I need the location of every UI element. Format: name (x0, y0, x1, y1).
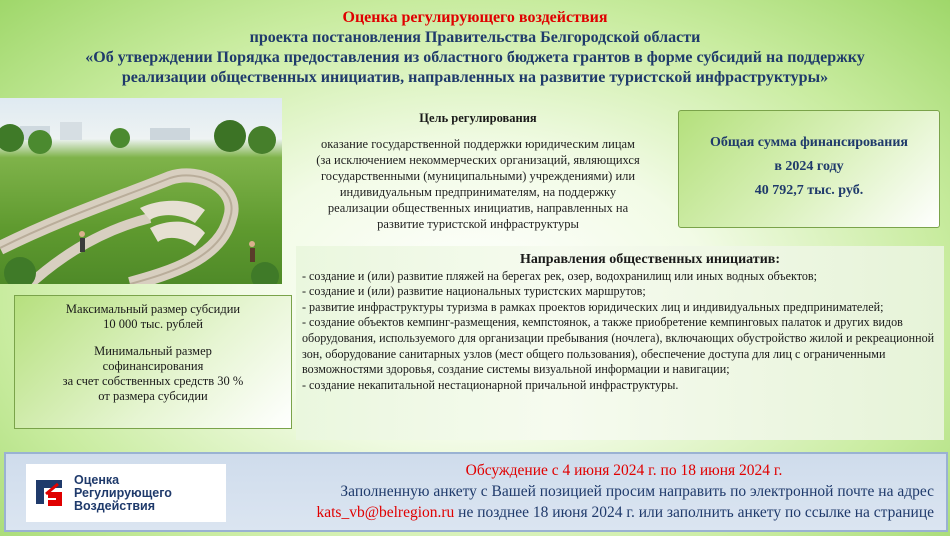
direction-item: - создание объектов кемпинг-размещения, кемпстоянок, а также приобретение кемпинговых палаток и других видов оборудования, используемого для организации пребывания (ночлега), включающих обустройство жилой и рекреационной зон, оборудование санитарных узлов (мест общего пользования), обеспечение доступа для лиц с ограниченными возможностями здоровья, создание системы визуальной информации и навигации; (302, 315, 935, 377)
header (0, 8, 950, 88)
goal-title: Цель регулирования (419, 111, 537, 125)
orv-logo-icon (30, 474, 68, 512)
min-cofinancing-label: Минимальный размер (94, 344, 212, 358)
max-subsidy-label: Максимальный размер субсидии (65, 302, 241, 316)
direction-item: - развитие инфраструктуры туризма в рамках проектов юридических лиц и индивидуальных предпринимателей; (302, 299, 884, 314)
logo-line: Воздействия (74, 499, 156, 513)
logo-line: Регулирующего (74, 486, 172, 500)
goal-line: развитие туристской инфраструктуры (377, 217, 579, 231)
header-decree-line2: реализации общественных инициатив, направленных на развитие туристской инфраструктуры» (121, 69, 829, 86)
discussion-period: Обсуждение с 4 июня 2024 г. по 18 июня 2024 г. (465, 462, 783, 479)
max-subsidy-value: 10 000 тыс. рублей (103, 317, 203, 331)
directions-title: Направления общественных инициатив: (520, 252, 780, 267)
logo-line: Оценка (74, 473, 120, 487)
min-cofinancing-label2: софинансирования (102, 359, 204, 373)
header-subtitle: проекта постановления Правительства Белгородской области (249, 29, 701, 46)
direction-item: - создание и (или) развитие пляжей на берегах рек, озер, водохранилищ или иных водных объектов; (302, 268, 817, 283)
orv-logo (26, 464, 226, 522)
goal-line: государственными (муниципальными) учреждениями) или (320, 169, 636, 183)
goal-line: индивидуальным предпринимателям, на поддержку (339, 185, 617, 199)
header-decree-line1: «Об утверждении Порядка предоставления из областного бюджета грантов в форме субсидий на поддержку (85, 49, 865, 66)
min-cofinancing-value2: от размера субсидии (98, 389, 208, 403)
financing-label: Общая сумма финансирования (710, 135, 908, 150)
discussion-bar (4, 452, 948, 532)
direction-item: - создание некапитальной нестационарной причальной инфраструктуры. (302, 377, 679, 392)
discussion-text (234, 460, 934, 523)
goal-line: (за исключением некоммерческих организаций, являющихся (316, 153, 640, 167)
financing-year: в 2024 году (774, 159, 844, 174)
min-cofinancing-value: за счет собственных средств 30 % (62, 374, 244, 388)
submission-deadline (234, 502, 934, 523)
park-image-icon (0, 98, 282, 284)
goal-line: оказание государственной поддержки юридическим лицам (321, 137, 635, 151)
park-illustration (0, 98, 282, 284)
initiatives-directions (296, 246, 944, 440)
goal-text (288, 136, 668, 232)
email-link[interactable]: kats_vb@belregion.ru (316, 504, 455, 521)
financing-amount: 40 792,7 тыс. руб. (754, 183, 864, 198)
submission-instructions: Заполненную анкету с Вашей позицией просим направить по электронной почте на адрес (340, 483, 934, 500)
regulation-goal (288, 110, 668, 232)
header-title: Оценка регулирующего воздействия (342, 9, 608, 26)
direction-item: - создание и (или) развитие национальных туристских маршрутов; (302, 284, 646, 299)
logo-text (74, 474, 172, 513)
goal-line: реализации общественных инициатив, направленных на (327, 201, 629, 215)
financing-box (678, 110, 940, 228)
deadline-text: не позднее 18 июня 2024 г. или заполнить анкету по ссылке на странице (454, 504, 934, 521)
subsidy-box (14, 295, 292, 429)
